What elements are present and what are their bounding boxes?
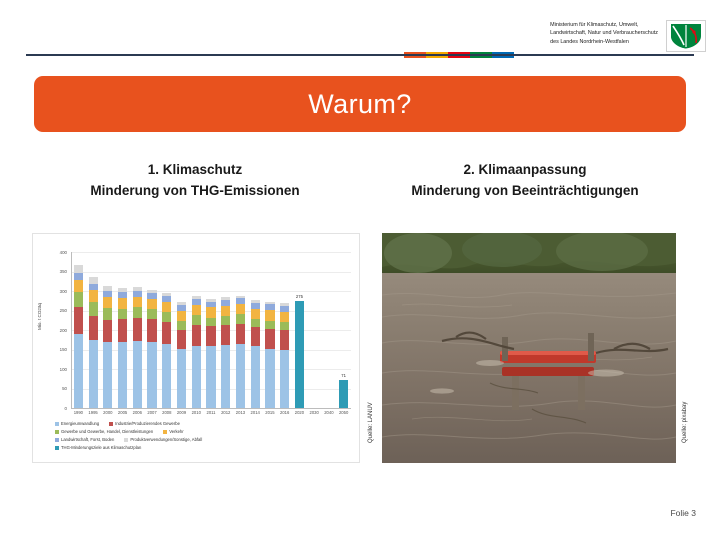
chart-legend-row [55, 428, 355, 436]
left-heading-line-1: 1. Klimaschutz [147, 162, 243, 177]
chart-bar-segment [162, 296, 171, 302]
chart-y-tick: 50 [62, 386, 67, 391]
chart-bar-segment [251, 346, 260, 408]
chart-bar-segment [206, 302, 215, 308]
chart-bar-segment [295, 301, 304, 408]
chart-bar-segment [162, 322, 171, 344]
chart-bar-segment [103, 320, 112, 343]
chart-bar-segment [192, 346, 201, 408]
chart-legend-item [163, 428, 183, 436]
chart-bar-segment [221, 297, 230, 300]
chart-bar-segment [147, 342, 156, 408]
chart-bar-segment [103, 286, 112, 291]
chart-bar-segment [89, 284, 98, 291]
chart-legend-item [55, 436, 114, 444]
chart-bar-segment [221, 325, 230, 345]
chart-x-tick: 2030 [309, 410, 319, 415]
slide-header [0, 0, 720, 62]
chart-legend-swatch [55, 446, 59, 450]
chart-y-tick: 0 [64, 405, 67, 411]
chart-bar-segment [221, 300, 230, 306]
chart-bar-segment [118, 319, 127, 341]
chart-legend-label: Verkehr [169, 428, 184, 434]
chart-y-tick: 200 [59, 327, 67, 333]
chart-bar-segment [133, 307, 142, 318]
chart-bar-segment [118, 288, 127, 292]
chart-bar-segment [206, 307, 215, 317]
chart-bar-segment [118, 298, 127, 309]
right-heading-line-1: 2. Klimaanpassung [463, 162, 587, 177]
chart-x-tick: 2010 [191, 410, 201, 415]
chart-bar-segment [236, 296, 245, 299]
chart-bar-segment [221, 306, 230, 316]
chart-bar-segment [280, 312, 289, 323]
chart-y-axis-label: Mio. t CO2äq [37, 302, 42, 330]
chart-bar-segment [265, 304, 274, 310]
ministry-line-3: des Landes Nordrhein-Westfalen [550, 38, 629, 45]
chart-bar-segment [265, 302, 274, 305]
page-title: Warum? [308, 88, 412, 119]
chart-bar-segment [236, 344, 245, 408]
chart-legend-swatch [163, 430, 167, 434]
chart-y-tick: 100 [59, 366, 67, 372]
chart-bar-segment [177, 311, 186, 321]
chart-bar-segment [147, 319, 156, 341]
chart-legend-item [124, 436, 202, 444]
chart-bar-segment [118, 309, 127, 320]
chart-x-tick: 2005 [117, 410, 128, 415]
chart-bar-segment [177, 302, 186, 305]
chart-bar-segment [133, 318, 142, 341]
chart-bar-segment [89, 277, 98, 283]
slide-number: Folie 3 [670, 508, 696, 518]
chart-x-tick: 2011 [206, 410, 216, 415]
chart-bar-segment [74, 280, 83, 292]
chart-bar-segment [192, 296, 201, 299]
chart-legend-swatch [124, 438, 128, 442]
chart-bar-segment [162, 312, 171, 322]
chart-data-label: 275 [295, 293, 303, 299]
chart-bar-segment [147, 299, 156, 310]
chart-bar-segment [133, 291, 142, 297]
chart-bar-segment [103, 342, 112, 408]
chart-bar-segment [251, 300, 260, 303]
left-heading-line-2: Minderung von THG-Emissionen [90, 182, 300, 198]
chart-legend-swatch [55, 430, 59, 434]
chart-bar-segment [280, 330, 289, 349]
chart-y-tick: 350 [59, 269, 67, 274]
chart-bar-segment [221, 316, 230, 325]
chart-legend-label: Produktverwendungen/Sonstige, Abfall [130, 436, 203, 442]
chart-bar-segment [265, 349, 274, 408]
chart-x-tick: 2040 [324, 410, 334, 415]
chart-bar-segment [133, 297, 142, 308]
chart-bar-segment [339, 380, 348, 408]
ministry-line-2: Landwirtschaft, Natur und Verbraucherschutz [550, 30, 658, 37]
chart-bar-segment [206, 318, 215, 327]
chart-bar-segment [177, 330, 186, 349]
chart-bar-segment [74, 307, 83, 334]
chart-legend-item [109, 420, 180, 428]
chart-bar-segment [74, 292, 83, 307]
chart-legend-row [55, 444, 355, 452]
ministry-line-1: Ministerium für Klimaschutz, Umwelt, [550, 22, 639, 28]
chart-bar-annotation: -80 % ggü. 1990 [345, 527, 351, 558]
chart-bar-segment [89, 340, 98, 408]
chart-legend-item [55, 428, 153, 436]
chart-bar-segment [147, 309, 156, 319]
chart-bar-segment [177, 305, 186, 311]
chart-y-tick: 250 [59, 308, 67, 313]
chart-bar-segment [118, 292, 127, 298]
chart-bar-segment [74, 265, 83, 273]
chart-bar-segment [280, 306, 289, 312]
chart-bar-segment [206, 326, 215, 346]
chart-bar-segment [162, 344, 171, 408]
chart-x-tick: 2012 [221, 410, 231, 415]
chart-x-tick: 2006 [132, 410, 142, 415]
ministry-name [550, 20, 658, 46]
chart-y-tick: 400 [59, 249, 67, 255]
chart-bar-segment [147, 293, 156, 299]
flood-photo-figure [382, 233, 690, 463]
chart-x-tick: 2016 [280, 410, 290, 415]
flood-photo [382, 233, 676, 463]
chart-legend-label: Landwirtschaft, Forst, Boden [61, 436, 115, 442]
chart-bar-segment [206, 299, 215, 302]
chart-bar-segment [280, 303, 289, 306]
chart-x-tick: 2014 [250, 410, 260, 415]
chart-x-tick: 2013 [235, 410, 246, 415]
chart-bar-segment [89, 290, 98, 302]
chart-bar-segment [251, 309, 260, 319]
chart-bar-segment [206, 346, 215, 408]
chart-legend-swatch [109, 422, 113, 426]
chart-legend-item [55, 420, 99, 428]
chart-bar-segment [103, 291, 112, 297]
right-source-label: Quelle: pixabay [682, 401, 688, 443]
left-column-heading [30, 160, 360, 202]
chart-legend-label: Industrie/Produzierendes Gewerbe [115, 421, 180, 426]
chart-bar-segment [280, 350, 289, 409]
chart-bar-segment [177, 321, 186, 330]
chart-bar-segment [236, 298, 245, 304]
chart-bar-segment [147, 290, 156, 293]
chart-bar-segment [177, 349, 186, 408]
chart-bar-segment [192, 315, 201, 325]
right-heading-line-2: Minderung von Beeinträchtigungen [411, 182, 639, 198]
chart-bar-segment [251, 303, 260, 309]
chart-bar-segment [192, 305, 201, 315]
slide-title-banner [34, 76, 686, 132]
chart-bar-segment [236, 314, 245, 323]
chart-bar-segment [103, 297, 112, 308]
chart-bar-segment [133, 287, 142, 291]
chart-legend-label: THG-Minderungsziele aus Klimaschutzplan [61, 444, 142, 450]
chart-legend-label: Energieumwandlung [61, 421, 100, 426]
chart-y-tick: 150 [59, 347, 67, 352]
chart-x-tick: 2009 [176, 410, 187, 415]
chart-x-tick: 2000 [103, 410, 113, 415]
chart-legend-swatch [55, 422, 59, 426]
chart-plot-area [33, 234, 359, 558]
chart-bar-segment [236, 304, 245, 314]
chart-bar-segment [265, 310, 274, 321]
chart-x-tick: 1995 [88, 410, 98, 415]
chart-legend-item [55, 444, 141, 452]
chart-x-tick: 2050 [338, 410, 349, 415]
chart-data-label: 71 [341, 373, 346, 379]
chart-x-tick: 2007 [147, 410, 157, 415]
chart-x-tick: 2008 [162, 410, 172, 415]
chart-legend-swatch [55, 438, 59, 442]
header-divider [26, 54, 694, 56]
chart-x-tick: 1990 [73, 410, 84, 415]
chart-legend-row [55, 436, 355, 444]
chart-x-axis [71, 408, 351, 409]
chart-legend-row [55, 420, 355, 428]
chart-bar-segment [192, 325, 201, 346]
chart-bar-segment [74, 273, 83, 280]
chart-bar-segment [162, 302, 171, 312]
chart-bar-segment [280, 322, 289, 330]
chart-bar-segment [103, 308, 112, 320]
chart-bar-segment [236, 324, 245, 344]
chart-bar-segment [251, 319, 260, 327]
chart-bar-segment [118, 342, 127, 408]
chart-bar-segment [162, 293, 171, 296]
emissions-chart-figure [32, 233, 374, 558]
chart-bar-annotation: -25 % ggü. 1990 [301, 527, 306, 558]
chart-bar-segment [265, 329, 274, 349]
chart-x-tick: 2015 [265, 410, 275, 415]
chart-x-tick: 2020 [294, 410, 305, 415]
chart-bar-segment [133, 341, 142, 408]
nrw-coat-of-arms-icon [666, 20, 706, 52]
chart-legend [55, 420, 355, 452]
right-column-heading [360, 160, 690, 202]
chart-bar-segment [74, 334, 83, 408]
chart-bar-segment [221, 345, 230, 408]
chart-y-tick: 300 [59, 288, 67, 294]
left-source-label: Quelle: LANUV [368, 402, 374, 443]
emissions-chart [32, 233, 360, 558]
ministry-branding [550, 20, 706, 52]
chart-legend-label: Gewerbe und Gewerbe, Handel, Dienstleistungen [61, 428, 154, 434]
chart-bar-segment [89, 316, 98, 340]
chart-bar-segment [251, 327, 260, 347]
chart-bar-segment [192, 299, 201, 305]
chart-bar-segment [265, 321, 274, 330]
chart-bar-segment [89, 302, 98, 315]
